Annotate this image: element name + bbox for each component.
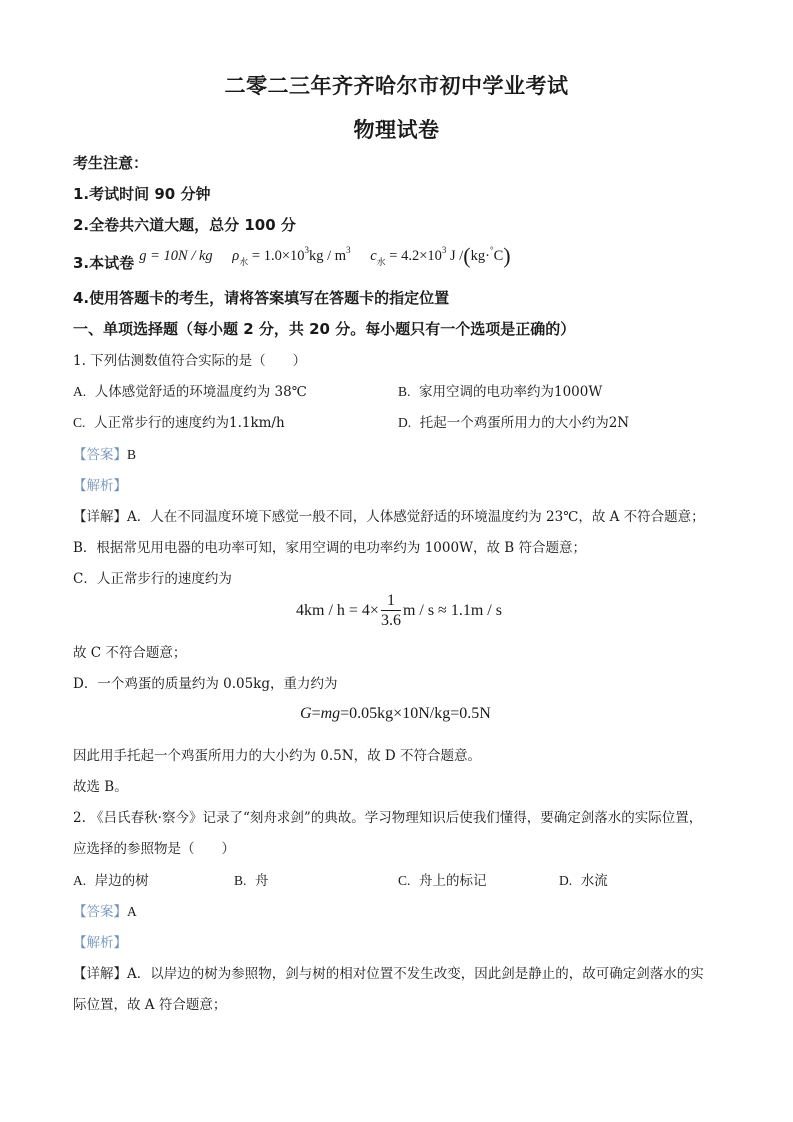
q2-option-b: B. 舟 xyxy=(234,873,269,889)
q2-detail-a-line-1: 【详解】A．以岸边的树为参照物，剑与树的相对位置不发生改变，因此剑是静止的，故可确定剑落水的实 xyxy=(73,966,704,982)
answer-value: A xyxy=(127,904,137,919)
q2-detail-a-line-2: 际位置，故 A 符合题意； xyxy=(73,997,227,1013)
q1-conclusion: 因此用手托起一个鸡蛋所用力的大小约为 0.5N，故 D 不符合题意。 xyxy=(73,748,481,764)
q1-option-b: B. 家用空调的电功率约为1000W xyxy=(398,384,603,400)
q1-detail-a: 【详解】A．人在不同温度环境下感觉一般不同，人体感觉舒适的环境温度约为 23℃，故 A 不符合题意； xyxy=(73,509,705,525)
q2-option-c: C. 舟上的标记 xyxy=(398,873,487,889)
q1-detail-d: D．一个鸡蛋的质量约为 0.05kg，重力约为 xyxy=(73,676,338,692)
fraction: $\frac{1}{3.6}$ xyxy=(380,592,401,629)
q2-stem-line-1: 2. 《吕氏春秋·察今》记录了“刻舟求剑”的典故。学习物理知识后使我们懂得，要确定剑落水的实际位置， xyxy=(73,810,703,826)
detail-tag: 【详解】 xyxy=(73,509,127,525)
q1-analysis-tag: 【解析】 xyxy=(73,478,127,494)
notice-item-3 xyxy=(73,243,511,272)
constant-rho-water: $\rho_水 = 1.0\times 10^3kg / m^3$ xyxy=(232,245,351,267)
q1-option-d: D. 托起一个鸡蛋所用力的大小约为2N xyxy=(398,415,630,431)
detail-tag: 【详解】 xyxy=(73,966,127,982)
q2-analysis-tag: 【解析】 xyxy=(73,935,127,951)
q1-detail-c: C．人正常步行的速度约为 xyxy=(73,571,232,587)
q1-final: 故选 B。 xyxy=(73,779,128,795)
notice-item-4: 4.使用答题卡的考生，请将答案填写在答题卡的指定位置 xyxy=(73,289,450,307)
constant-g: g = 10N / kg xyxy=(139,248,213,264)
answer-tag: 【答案】 xyxy=(73,447,127,463)
constant-c-water: $c_水 = 4.2\times 10^3$ J /(kg·°C) xyxy=(370,243,511,268)
q1-answer xyxy=(73,443,136,463)
q1-option-a: A. 人体感觉舒适的环境温度约为 38℃ xyxy=(73,384,307,400)
q1-stem: 1. 下列估测数值符合实际的是（ ） xyxy=(73,353,307,369)
q2-option-a: A. 岸边的树 xyxy=(73,873,149,889)
notice-item-2: 2.全卷共六道大题，总分 100 分 xyxy=(73,216,296,234)
q1-option-c: C. 人正常步行的速度约为1.1km/h xyxy=(73,415,285,431)
q1-detail-b: B．根据常见用电器的电功率可知，家用空调的电功率约为 1000W，故 B 符合题意； xyxy=(73,540,586,556)
notice-heading: 考生注意： xyxy=(73,154,149,172)
q2-answer xyxy=(73,900,137,920)
exam-title: 二零二三年齐齐哈尔市初中学业考试 xyxy=(224,74,569,98)
answer-value: B xyxy=(127,447,137,462)
q2-stem-line-2: 应选择的参照物是（ ） xyxy=(73,841,235,857)
q1-formula-speed: 4km / h = 4× $\frac{1}{3.6}$ m / s ≈ 1.1m / s xyxy=(296,592,502,629)
notice-item-3-label: 3.本试卷 xyxy=(73,254,135,272)
answer-tag: 【答案】 xyxy=(73,904,127,920)
notice-item-1: 1.考试时间 90 分钟 xyxy=(73,185,211,203)
q1-after-formula: 故 C 不符合题意； xyxy=(73,645,187,661)
section-heading-single-choice: 一、单项选择题（每小题 2 分，共 20 分。每小题只有一个选项是正确的） xyxy=(73,320,576,338)
q1-formula-gravity: G=mg=0.05kg×10N/kg=0.5N xyxy=(300,705,491,722)
exam-subtitle: 物理试卷 xyxy=(353,118,440,142)
q2-option-d: D. 水流 xyxy=(559,873,608,889)
